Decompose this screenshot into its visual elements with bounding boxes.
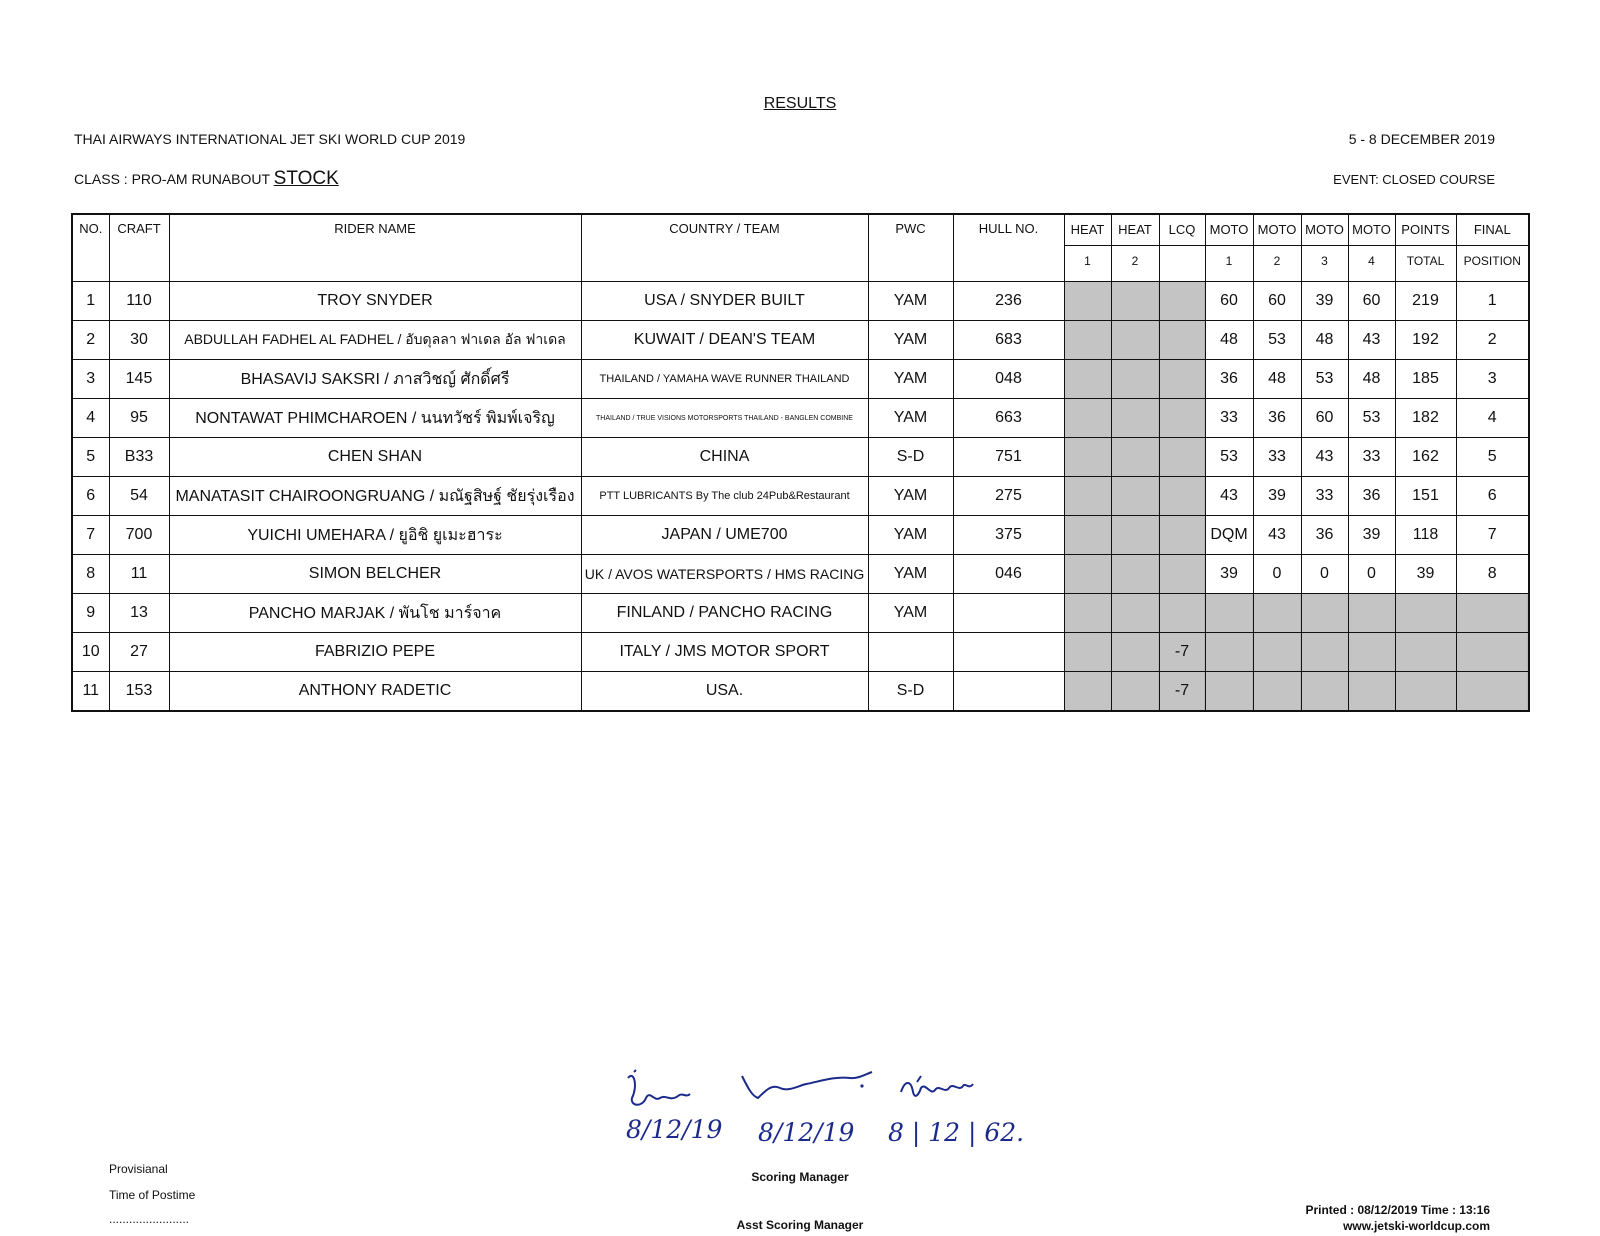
cell-heat-1 (1064, 477, 1111, 516)
cell-pwc: YAM (868, 321, 953, 360)
cell-points-total: 151 (1395, 477, 1456, 516)
col-heat-1-number: 1 (1065, 245, 1111, 276)
cell-pwc: YAM (868, 594, 953, 633)
cell-rider-name: ABDULLAH FADHEL AL FADHEL / อับดุลลา ฟาเดล อัล ฟาเดล (169, 321, 581, 360)
col-hull-no: HULL NO. (953, 214, 1064, 282)
cell-moto-1 (1205, 594, 1253, 633)
cell-rider-name: YUICHI UMEHARA / ยูอิชิ ยูเมะฮาระ (169, 516, 581, 555)
cell-moto-4: 0 (1348, 555, 1395, 594)
cell-moto-1: DQM (1205, 516, 1253, 555)
cell-no: 11 (72, 672, 109, 712)
col-moto-1-label: MOTO (1209, 222, 1249, 237)
cell-no: 1 (72, 282, 109, 321)
cell-final-position: 8 (1456, 555, 1529, 594)
cell-final-position: 2 (1456, 321, 1529, 360)
signature-3-scribble (897, 1072, 977, 1108)
cell-heat-2 (1111, 321, 1159, 360)
provisional-label: Provisianal (109, 1162, 168, 1176)
col-heat-1 (1064, 214, 1111, 282)
cell-lcq: -7 (1159, 633, 1205, 672)
cell-no: 10 (72, 633, 109, 672)
event-type: EVENT: CLOSED COURSE (1333, 172, 1495, 187)
col-rider-name: RIDER NAME (169, 214, 581, 282)
col-position-label: POSITION (1457, 245, 1529, 276)
col-heat-2-number: 2 (1112, 245, 1159, 276)
cell-moto-2: 43 (1253, 516, 1301, 555)
cell-rider-name: MANATASIT CHAIROONGRUANG / มณัฐสิษฐ์ ชัยรุ่งเรือง (169, 477, 581, 516)
cell-hull (953, 594, 1064, 633)
cell-craft: 700 (109, 516, 169, 555)
cell-moto-1: 48 (1205, 321, 1253, 360)
cell-team: KUWAIT / DEAN'S TEAM (581, 321, 868, 360)
event-dates: 5 - 8 DECEMBER 2019 (1348, 131, 1495, 147)
cell-lcq: -7 (1159, 672, 1205, 712)
cell-heat-1 (1064, 555, 1111, 594)
col-moto-4-label: MOTO (1352, 222, 1391, 237)
cell-moto-2: 33 (1253, 438, 1301, 477)
class-label (74, 168, 339, 190)
cell-moto-1: 60 (1205, 282, 1253, 321)
cell-craft: 110 (109, 282, 169, 321)
cell-moto-4 (1348, 594, 1395, 633)
cell-no: 9 (72, 594, 109, 633)
col-points-total (1395, 214, 1456, 282)
cell-moto-4 (1348, 672, 1395, 712)
cell-craft: 27 (109, 633, 169, 672)
cell-moto-4: 36 (1348, 477, 1395, 516)
cell-heat-2 (1111, 438, 1159, 477)
cell-team: CHINA (581, 438, 868, 477)
cell-pwc (868, 633, 953, 672)
cell-moto-2 (1253, 672, 1301, 712)
col-no: NO. (72, 214, 109, 282)
signature-2-date: 8/12/19 (758, 1118, 855, 1147)
col-moto-2-number: 2 (1254, 245, 1301, 276)
cell-lcq (1159, 360, 1205, 399)
table-row (72, 321, 1529, 360)
cell-moto-3: 33 (1301, 477, 1348, 516)
cell-hull (953, 633, 1064, 672)
cell-heat-1 (1064, 438, 1111, 477)
signature-2-scribble (738, 1070, 878, 1110)
col-final-label: FINAL (1473, 222, 1511, 237)
cell-team: USA / SNYDER BUILT (581, 282, 868, 321)
cell-moto-3: 43 (1301, 438, 1348, 477)
cell-hull: 236 (953, 282, 1064, 321)
cell-heat-1 (1064, 594, 1111, 633)
cell-heat-2 (1111, 282, 1159, 321)
cell-moto-3: 36 (1301, 516, 1348, 555)
col-moto-1-number: 1 (1206, 245, 1253, 276)
cell-craft: 153 (109, 672, 169, 712)
cell-final-position: 7 (1456, 516, 1529, 555)
cell-moto-1: 36 (1205, 360, 1253, 399)
cell-hull: 275 (953, 477, 1064, 516)
table-row (72, 516, 1529, 555)
cell-heat-2 (1111, 555, 1159, 594)
cell-craft: 54 (109, 477, 169, 516)
cell-rider-name: SIMON BELCHER (169, 555, 581, 594)
dotted-line: ........................ (109, 1212, 190, 1226)
col-country-team: COUNTRY / TEAM (581, 214, 868, 282)
col-moto-1 (1205, 214, 1253, 282)
cell-points-total: 162 (1395, 438, 1456, 477)
cell-lcq (1159, 477, 1205, 516)
col-lcq (1159, 214, 1205, 282)
cell-lcq (1159, 282, 1205, 321)
cell-pwc: YAM (868, 282, 953, 321)
cell-team: UK / AVOS WATERSPORTS / HMS RACING (581, 555, 868, 594)
cell-hull: 046 (953, 555, 1064, 594)
col-moto-3 (1301, 214, 1348, 282)
cell-pwc: S-D (868, 672, 953, 712)
cell-final-position: 6 (1456, 477, 1529, 516)
cell-craft: 145 (109, 360, 169, 399)
col-pwc: PWC (868, 214, 953, 282)
cell-final-position (1456, 594, 1529, 633)
cell-heat-1 (1064, 360, 1111, 399)
class-name: STOCK (273, 168, 339, 189)
cell-moto-4: 39 (1348, 516, 1395, 555)
cell-moto-1: 39 (1205, 555, 1253, 594)
col-lcq-label: LCQ (1168, 222, 1196, 237)
cell-moto-2: 39 (1253, 477, 1301, 516)
signature-3-date: 8 | 12 | 62. (888, 1118, 1025, 1147)
signature-1-scribble (620, 1068, 710, 1118)
cell-no: 8 (72, 555, 109, 594)
cell-rider-name: ANTHONY RADETIC (169, 672, 581, 712)
cell-points-total: 182 (1395, 399, 1456, 438)
cell-points-total: 192 (1395, 321, 1456, 360)
col-moto-4 (1348, 214, 1395, 282)
cell-final-position (1456, 633, 1529, 672)
table-row (72, 555, 1529, 594)
cell-moto-2: 60 (1253, 282, 1301, 321)
cell-points-total (1395, 672, 1456, 712)
table-row (72, 282, 1529, 321)
table-row (72, 594, 1529, 633)
cell-moto-3: 0 (1301, 555, 1348, 594)
event-title: THAI AIRWAYS INTERNATIONAL JET SKI WORLD CUP 2019 (74, 131, 466, 147)
cell-heat-1 (1064, 282, 1111, 321)
cell-moto-4 (1348, 633, 1395, 672)
cell-moto-4: 60 (1348, 282, 1395, 321)
cell-heat-2 (1111, 672, 1159, 712)
cell-pwc: YAM (868, 360, 953, 399)
cell-moto-3: 48 (1301, 321, 1348, 360)
cell-no: 5 (72, 438, 109, 477)
cell-final-position (1456, 672, 1529, 712)
cell-heat-1 (1064, 633, 1111, 672)
cell-points-total: 219 (1395, 282, 1456, 321)
col-lcq-blank (1160, 245, 1205, 276)
col-total-label: TOTAL (1396, 245, 1456, 276)
cell-moto-3 (1301, 594, 1348, 633)
cell-moto-1 (1205, 633, 1253, 672)
cell-moto-3: 53 (1301, 360, 1348, 399)
col-moto-2 (1253, 214, 1301, 282)
cell-no: 6 (72, 477, 109, 516)
cell-no: 7 (72, 516, 109, 555)
cell-points-total: 39 (1395, 555, 1456, 594)
table-row (72, 399, 1529, 438)
col-heat-2 (1111, 214, 1159, 282)
cell-rider-name: TROY SNYDER (169, 282, 581, 321)
results-title: RESULTS (763, 95, 837, 112)
col-moto-4-number: 4 (1349, 245, 1395, 276)
cell-hull: 663 (953, 399, 1064, 438)
cell-moto-1: 43 (1205, 477, 1253, 516)
table-row (72, 633, 1529, 672)
cell-final-position: 5 (1456, 438, 1529, 477)
cell-pwc: YAM (868, 516, 953, 555)
website-url: www.jetski-worldcup.com (1343, 1219, 1490, 1233)
cell-moto-2: 36 (1253, 399, 1301, 438)
cell-pwc: S-D (868, 438, 953, 477)
cell-team: THAILAND / TRUE VISIONS MOTORSPORTS THAILAND - BANGLEN COMBINE (581, 399, 868, 438)
cell-team: ITALY / JMS MOTOR SPORT (581, 633, 868, 672)
cell-craft: 11 (109, 555, 169, 594)
cell-points-total (1395, 633, 1456, 672)
cell-no: 4 (72, 399, 109, 438)
cell-final-position: 3 (1456, 360, 1529, 399)
cell-team: PTT LUBRICANTS By The club 24Pub&Restaurant (581, 477, 868, 516)
printed-timestamp: Printed : 08/12/2019 Time : 13:16 (1305, 1203, 1490, 1217)
table-row (72, 438, 1529, 477)
cell-moto-1: 33 (1205, 399, 1253, 438)
cell-moto-4: 33 (1348, 438, 1395, 477)
cell-craft: B33 (109, 438, 169, 477)
cell-heat-1 (1064, 321, 1111, 360)
cell-moto-3 (1301, 672, 1348, 712)
table-header-row (72, 214, 1529, 282)
cell-lcq (1159, 438, 1205, 477)
col-moto-3-number: 3 (1302, 245, 1348, 276)
cell-rider-name: BHASAVIJ SAKSRI / ภาสวิชญ์ ศักดิ์ศรี (169, 360, 581, 399)
cell-final-position: 1 (1456, 282, 1529, 321)
cell-pwc: YAM (868, 477, 953, 516)
cell-moto-2: 0 (1253, 555, 1301, 594)
cell-pwc: YAM (868, 399, 953, 438)
table-row (72, 672, 1529, 712)
results-table (71, 213, 1530, 712)
cell-points-total: 118 (1395, 516, 1456, 555)
col-moto-3-label: MOTO (1305, 222, 1344, 237)
cell-lcq (1159, 516, 1205, 555)
cell-heat-2 (1111, 516, 1159, 555)
cell-rider-name: FABRIZIO PEPE (169, 633, 581, 672)
cell-final-position: 4 (1456, 399, 1529, 438)
time-of-postime-label: Time of Postime (109, 1188, 196, 1202)
cell-heat-2 (1111, 477, 1159, 516)
asst-scoring-manager-label: Asst Scoring Manager (736, 1218, 864, 1232)
col-moto-2-label: MOTO (1257, 222, 1297, 237)
cell-rider-name: PANCHO MARJAK / พันโช มาร์จาค (169, 594, 581, 633)
cell-team: USA. (581, 672, 868, 712)
signature-1-date: 8/12/19 (626, 1115, 723, 1144)
cell-heat-2 (1111, 399, 1159, 438)
class-prefix: CLASS : PRO-AM RUNABOUT (74, 171, 274, 187)
cell-rider-name: CHEN SHAN (169, 438, 581, 477)
cell-team: THAILAND / YAMAHA WAVE RUNNER THAILAND (581, 360, 868, 399)
cell-rider-name: NONTAWAT PHIMCHAROEN / นนทวัชร์ พิมพ์เจริญ (169, 399, 581, 438)
cell-heat-2 (1111, 360, 1159, 399)
cell-hull: 683 (953, 321, 1064, 360)
cell-moto-2: 53 (1253, 321, 1301, 360)
cell-team: FINLAND / PANCHO RACING (581, 594, 868, 633)
cell-lcq (1159, 321, 1205, 360)
cell-moto-4: 48 (1348, 360, 1395, 399)
cell-moto-1 (1205, 672, 1253, 712)
cell-hull: 048 (953, 360, 1064, 399)
cell-heat-1 (1064, 399, 1111, 438)
cell-heat-2 (1111, 594, 1159, 633)
cell-moto-2 (1253, 633, 1301, 672)
cell-lcq (1159, 555, 1205, 594)
table-row (72, 360, 1529, 399)
cell-heat-2 (1111, 633, 1159, 672)
cell-moto-3 (1301, 633, 1348, 672)
col-heat-2-label: HEAT (1118, 222, 1152, 237)
cell-moto-2 (1253, 594, 1301, 633)
cell-moto-2: 48 (1253, 360, 1301, 399)
cell-moto-3: 60 (1301, 399, 1348, 438)
col-points-label: POINTS (1401, 222, 1450, 237)
cell-moto-3: 39 (1301, 282, 1348, 321)
cell-team: JAPAN / UME700 (581, 516, 868, 555)
cell-craft: 13 (109, 594, 169, 633)
table-row (72, 477, 1529, 516)
cell-moto-4: 53 (1348, 399, 1395, 438)
cell-points-total (1395, 594, 1456, 633)
scoring-manager-label: Scoring Manager (751, 1170, 849, 1184)
cell-heat-1 (1064, 516, 1111, 555)
cell-lcq (1159, 594, 1205, 633)
cell-moto-4: 43 (1348, 321, 1395, 360)
cell-hull: 375 (953, 516, 1064, 555)
col-craft: CRAFT (109, 214, 169, 282)
cell-lcq (1159, 399, 1205, 438)
cell-craft: 95 (109, 399, 169, 438)
col-heat-1-label: HEAT (1070, 222, 1105, 237)
cell-moto-1: 53 (1205, 438, 1253, 477)
col-final-position (1456, 214, 1529, 282)
cell-no: 2 (72, 321, 109, 360)
cell-pwc: YAM (868, 555, 953, 594)
cell-heat-1 (1064, 672, 1111, 712)
cell-points-total: 185 (1395, 360, 1456, 399)
cell-hull (953, 672, 1064, 712)
cell-no: 3 (72, 360, 109, 399)
cell-hull: 751 (953, 438, 1064, 477)
cell-craft: 30 (109, 321, 169, 360)
